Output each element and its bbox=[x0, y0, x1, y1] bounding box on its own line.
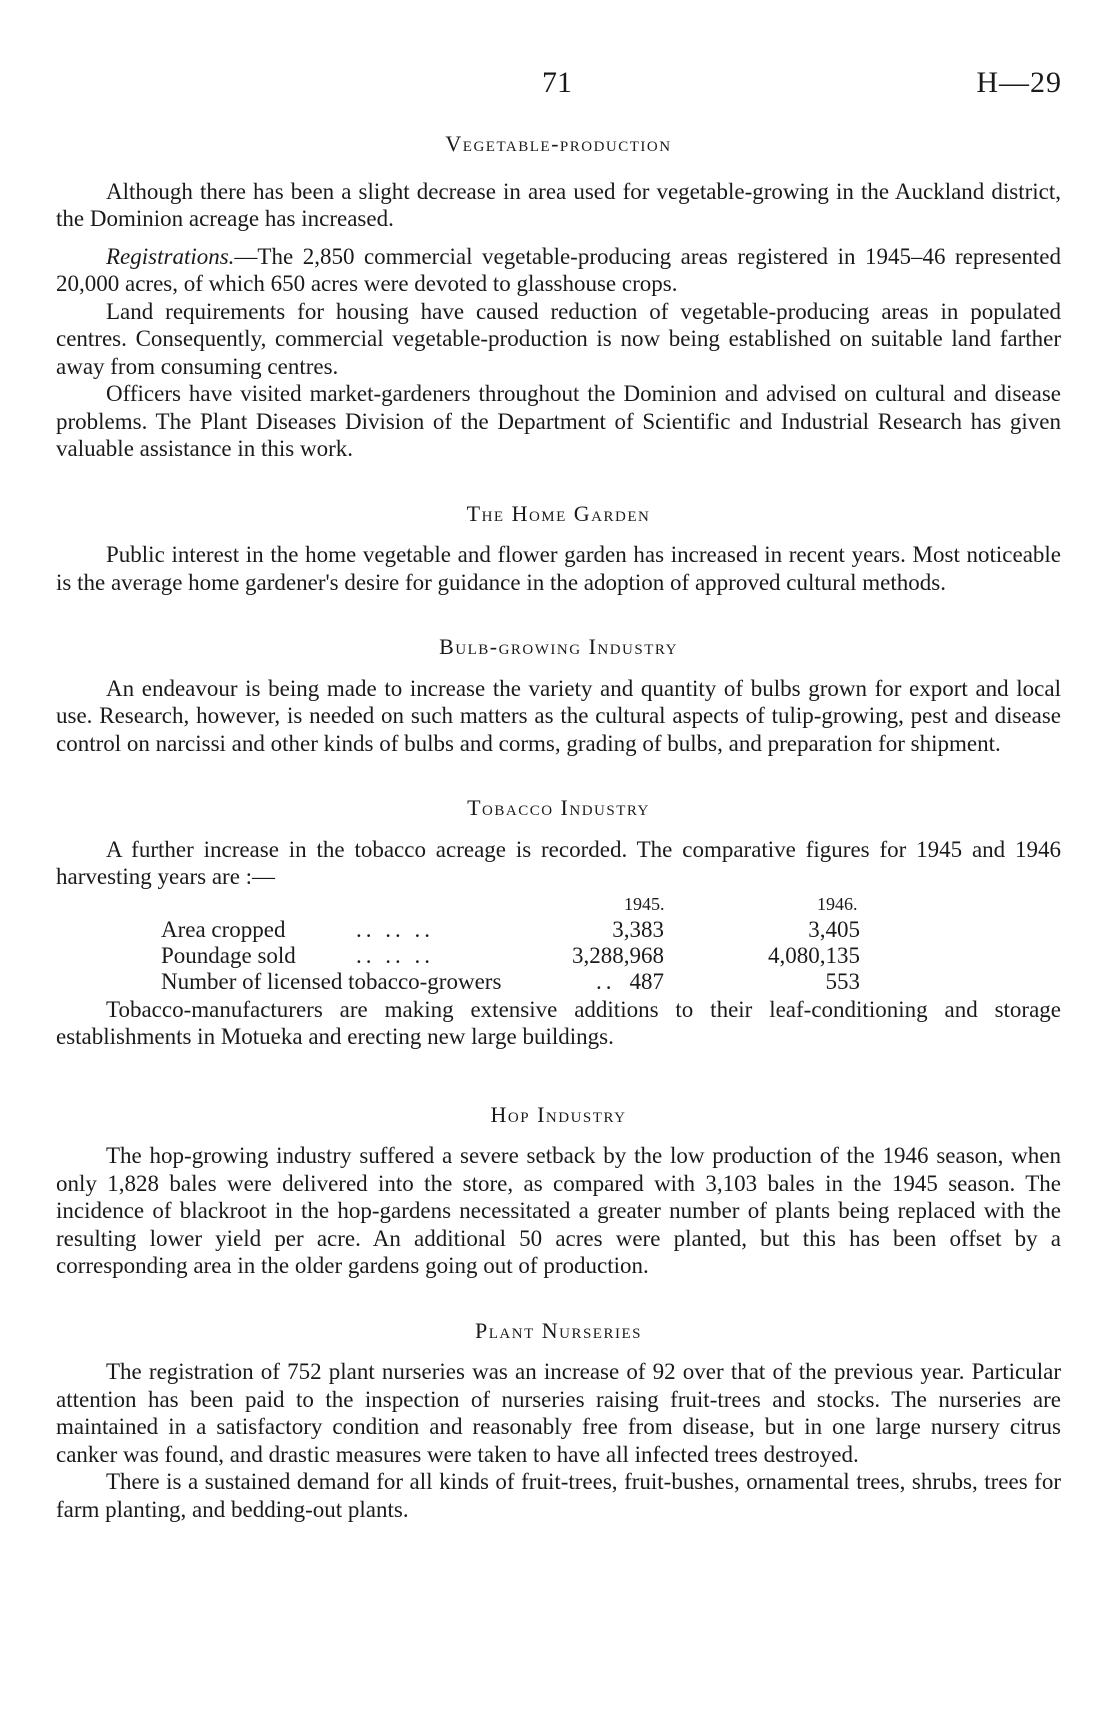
heading-bulb-growing: Bulb-growing Industry bbox=[439, 634, 678, 659]
paragraph-nurseries-2: There is a sustained demand for all kinds of fruit-trees, fruit-bushes, ornamental trees, shrubs, trees for farm planting, and bedding-out plants. bbox=[56, 1469, 1061, 1522]
table-row bbox=[56, 968, 1061, 995]
page-number: 71 bbox=[542, 66, 572, 99]
paragraph-nurseries-1: The registration of 752 plant nurseries was an increase of 92 over that of the previous year. Particular attention has been paid to the inspection of nurseries raising fruit-trees and stocks. The nurseries are maintained in a satisfactory condition and reasonably free from disease, but in one large nursery citrus canker was found, and drastic measures were taken to have all infected trees destroyed. bbox=[56, 1359, 1061, 1467]
heading-plant-nurseries: Plant Nurseries bbox=[475, 1317, 642, 1343]
table-header-1946: 1946. bbox=[817, 893, 858, 914]
tobacco-table bbox=[56, 891, 1061, 996]
registrations-lead: Registrations. bbox=[106, 243, 235, 269]
row-leader-dots: .. .. .. bbox=[356, 942, 434, 968]
row-label: Poundage sold bbox=[161, 942, 296, 968]
paragraph-tobacco-2: Tobacco-manufacturers are making extensive additions to their leaf-conditioning and storage establishments in Motueka and erecting new large buildings. bbox=[56, 996, 1061, 1049]
heading-vegetable-production: Vegetable-production bbox=[445, 131, 672, 156]
row-leader-dots: .. .. .. bbox=[356, 916, 434, 942]
row-label: Number of licensed tobacco-growers bbox=[161, 968, 502, 994]
heading-tobacco: Tobacco Industry bbox=[467, 795, 650, 820]
paragraph-vegetable-1: Although there has been a slight decrease in area used for vegetable-growing in the Auckland district, the Dominion acreage has increased. bbox=[56, 178, 1061, 231]
page-content bbox=[56, 130, 1061, 1523]
row-label: Area cropped bbox=[161, 916, 286, 942]
paragraph-vegetable-registrations bbox=[56, 243, 1061, 298]
paragraph-vegetable-3: Land requirements for housing have caused reduction of vegetable-producing areas in populated centres. Consequently, commercial vegetable-production is now being established on suitable land farther away from consuming centres. bbox=[56, 298, 1061, 379]
row-value-1945: 3,383 bbox=[612, 916, 664, 942]
paragraph-vegetable-4: Officers have visited market-gardeners throughout the Dominion and advised on cultural and disease problems. The Plant Diseases Division of the Department of Scientific and Industrial Research has given valuable assistance in this work. bbox=[56, 381, 1061, 461]
paragraph-hop-industry: The hop-growing industry suffered a severe setback by the low production of the 1946 season, when only 1,828 bales were delivered into the store, as compared with 3,103 bales in the 1945 season. The incidence of blackroot in the hop-gardens necessitated a greater number of plants being replaced with the resulting lower yield per acre. An additional 50 acres were planted, but this has been offset by a corresponding area in the older gardens going out of production. bbox=[56, 1143, 1061, 1278]
paragraph-home-garden: Public interest in the home vegetable and flower garden has increased in recent years. Most noticeable is the average home gardener's desire for guidance in the adoption of approved cultural methods. bbox=[56, 542, 1061, 595]
row-leader-dots: .. bbox=[596, 968, 616, 994]
table-header-1945: 1945. bbox=[624, 893, 665, 914]
table-row bbox=[56, 916, 1061, 943]
row-value-1946: 3,405 bbox=[808, 916, 860, 942]
paragraph-tobacco-1: A further increase in the tobacco acreage is recorded. The comparative figures for 1945 and 1946 harvesting years are :— bbox=[56, 836, 1061, 889]
paragraph-bulb-growing: An endeavour is being made to increase the variety and quantity of bulbs grown for export and local use. Research, however, is needed on such matters as the cultural aspects of tulip-growing, pest and disease control on narcissi and other kinds of bulbs and corms, grading of bulbs, and preparation for shipment. bbox=[56, 675, 1061, 756]
table-row bbox=[56, 942, 1061, 969]
row-value-1945: 3,288,968 bbox=[572, 942, 664, 968]
document-reference: H—29 bbox=[976, 66, 1062, 99]
heading-hop-industry: Hop Industry bbox=[490, 1101, 627, 1127]
row-value-1946: 553 bbox=[825, 968, 860, 994]
row-value-1946: 4,080,135 bbox=[768, 942, 860, 968]
heading-home-garden: The Home Garden bbox=[466, 500, 651, 526]
row-value-1945: 487 bbox=[629, 968, 664, 994]
registrations-text: —The 2,850 commercial vegetable-producing areas registered in 1945–46 represented 20,000 acres, of which 650 acres were devoted to glasshouse crops. bbox=[56, 243, 1061, 296]
